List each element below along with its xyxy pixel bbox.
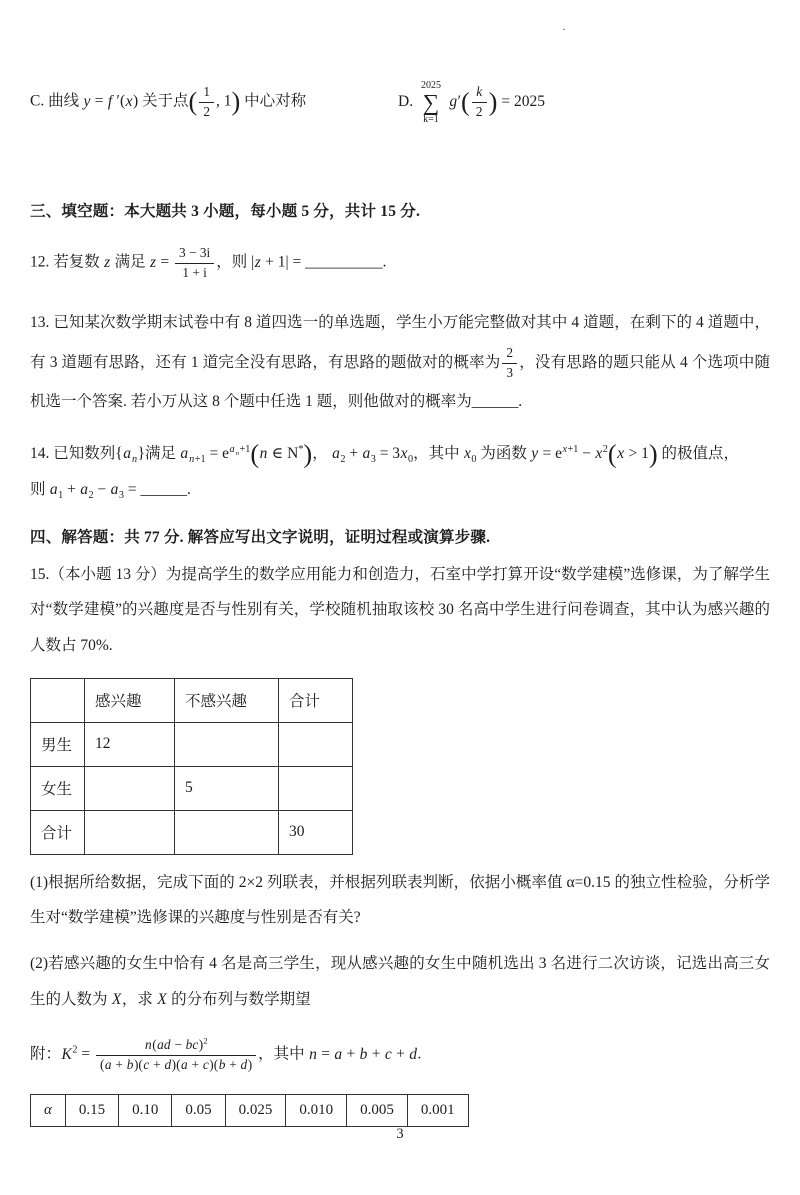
table-cell [279, 722, 353, 766]
table-cell [31, 678, 85, 722]
table-row [31, 766, 353, 810]
table-cell: 12 [85, 722, 175, 766]
table-cell: 0.001 [407, 1094, 468, 1126]
table-row [31, 810, 353, 854]
table-cell: 0.005 [347, 1094, 408, 1126]
question-12: 12. 若复数 z 满足 z = $\frac{3 - 3i}{1 + i}$ ，则 |z + 1| = __________. [30, 245, 387, 280]
table-cell [279, 766, 353, 810]
table-cell [175, 722, 279, 766]
question-15-part-2: (2)若感兴趣的女生中恰有 4 名是高三学生，现从感兴趣的女生中随机选出 3 名进行二次访谈，记选出高三女生的人数为 X，求 X 的分布列与数学期望 [30, 954, 770, 1008]
question-14-line-2: 则 $a_1 + a_2 - a_3$ = ______. [30, 481, 191, 502]
k-squared-formula: 附：$K^2$ = $\frac{n(ad - bc)^2}{(a + b)(c + d)(a + c)(b + d)}$ ，其中 n = a + b + c + d. [30, 1035, 422, 1072]
section-answer-heading: 四、解答题：共 77 分. 解答应写出文字说明，证明过程或演算步骤. [30, 528, 491, 546]
question-14-line-1: 14. 已知数列$\{a_n\}$满足 $a_{n+1} = e^{a_n+1}(n$ ∈ N*)， $a_2 + a_3 = 3x_0$，其中 $x_0$ 为函数 $y = e^{x+1} - x^2(x > 1)$ 的极值点， [30, 439, 739, 469]
section-fill-in-heading: 三、填空题：本大题共 3 小题，每小题 5 分，共计 15 分. [30, 203, 421, 220]
table-cell: 0.010 [286, 1094, 347, 1126]
table-cell [175, 810, 279, 854]
table-cell [85, 766, 175, 810]
table-cell: 0.10 [119, 1094, 172, 1126]
option-c: C. 曲线 y = f ′(x) 关于点( $\frac{1}{2}$ , 1) 中心对称 [30, 84, 307, 119]
table-cell: 0.025 [225, 1094, 286, 1126]
question-13: 13. 已知某次数学期末试卷中有 8 道四选一的单选题，学生小万能完整做对其中 4 道题，在剩下的 4 道题中，有 3 道题有思路，还有 1 道完全没有思路，有思路的题做对的概率为 $\frac{2}{3}$ ，没有思路的题只能从 4 个选项中随机选一个答案. 若小万从这 8 个题中任选 1 题，则他做对的概率为______. [30, 314, 770, 411]
table-cell: 合计 [31, 810, 85, 854]
table-cell: 男生 [31, 722, 85, 766]
table-row [31, 1094, 469, 1126]
table-cell [85, 810, 175, 854]
contingency-table [30, 678, 353, 855]
choice-options-row [30, 0, 770, 125]
alpha-critical-value-table [30, 1094, 469, 1127]
table-cell: 0.05 [172, 1094, 225, 1126]
option-d: D. 2025 ∑ k=1 g′( $\frac{k}{2}$ ) = 2025 [398, 80, 545, 125]
question-15-intro: 15.（本小题 13 分）为提高学生的数学应用能力和创造力，石室中学打算开设“数学建模”选修课，为了解学生对“数学建模”的兴趣度是否与性别有关，学校随机抽取该校 30 名高中学生进行问卷调查，其中认为感兴趣的人数占 70%. [30, 565, 770, 654]
table-cell: 女生 [31, 766, 85, 810]
question-15-part-1: (1)根据所给数据，完成下面的 2×2 列联表，并根据列联表判断，依据小概率值 α=0.15 的独立性检验，分析学生对“数学建模”选修课的兴趣度与性别是否有关? [30, 873, 770, 927]
question-14 [30, 436, 770, 509]
table-row [31, 722, 353, 766]
table-cell: 30 [279, 810, 353, 854]
stray-dot: · [562, 22, 566, 36]
table-cell: 0.15 [65, 1094, 118, 1126]
table-header-row [31, 678, 353, 722]
table-cell: 5 [175, 766, 279, 810]
table-cell: 感兴趣 [85, 678, 175, 722]
page-number: 3 [396, 1126, 404, 1142]
table-cell-alpha: α [31, 1094, 66, 1126]
table-cell: 不感兴趣 [175, 678, 279, 722]
table-cell: 合计 [279, 678, 353, 722]
